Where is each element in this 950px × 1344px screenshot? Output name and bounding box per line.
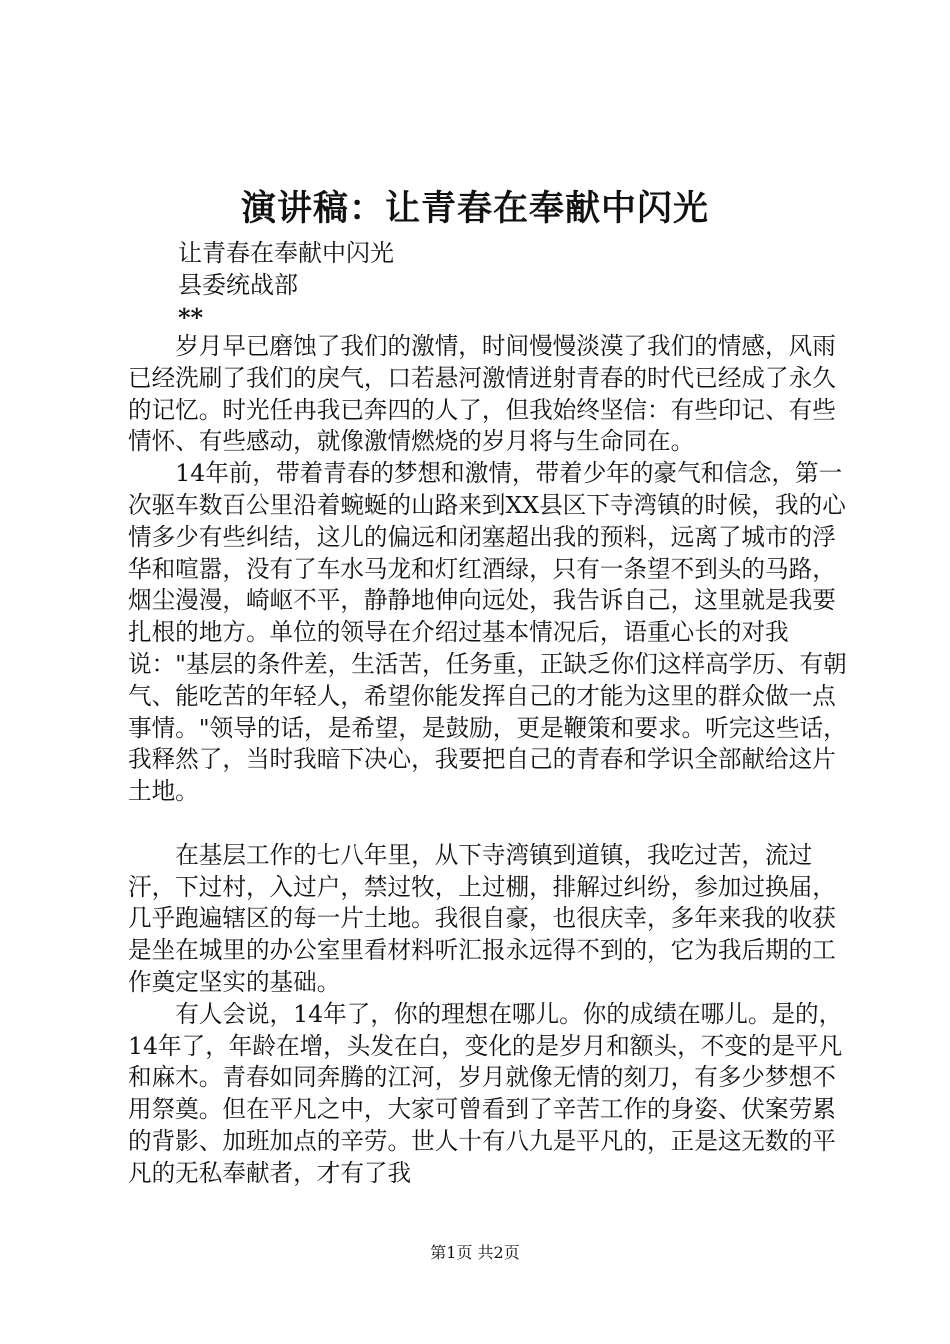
- body-paragraph-4: 有人会说，14年了，你的理想在哪儿。你的成绩在哪儿。是的，14年了，年龄在增，头发在白，变化的是岁月和额头，不变的是平凡和麻木。青春如同奔腾的江河，岁月就像无情的刻刀，有多少梦想不用祭奠。但在平凡之中，大家可曾看到了辛苦工作的身姿、伏案劳累的背影、加班加点的辛劳。世人十有八九是平凡的，正是这无数的平凡的无私奉献者，才有了我: [128, 999, 843, 1187]
- document-title: 演讲稿：让青春在奉献中闪光: [240, 188, 709, 229]
- paragraph-spacer: [128, 808, 848, 840]
- author-name: **: [178, 303, 204, 332]
- page-footer: 第1页 共2页: [430, 1243, 520, 1262]
- organization-name: 县委统战部: [178, 271, 298, 299]
- body-paragraph-3: 在基层工作的七八年里，从下寺湾镇到道镇，我吃过苦，流过汗，下过村，入过户，禁过牧，上过棚，排解过纠纷，参加过换届，几乎跑遍辖区的每一片土地。我很自豪，也很庆幸，多年来我的收获是坐在城里的办公室里看材料听汇报永远得不到的，它为我后期的工作奠定坚实的基础。: [128, 840, 836, 996]
- document-body: [128, 331, 848, 1190]
- document-subtitle: 让青春在奉献中闪光: [178, 239, 394, 267]
- body-paragraph-2: 14年前，带着青春的梦想和激情，带着少年的豪气和信念，第一次驱车数百公里沿着蜿蜒的山路来到XX县区下寺湾镇的时候，我的心情多少有些纠结，这儿的偏远和闭塞超出我的预料，远离了城市的浮华和喧嚣，没有了车水马龙和灯红酒绿，只有一条望不到头的马路，烟尘漫漫，崎岖不平，静静地伸向远处，我告诉自己，这里就是我要扎根的地方。单位的领导在介绍过基本情况后，语重心长的对我说："基层的条件差，生活苦，任务重，正缺乏你们这样高学历、有朝气、能吃苦的年轻人，希望你能发挥自己的才能为这里的群众做一点事情。"领导的话，是希望，是鼓励，更是鞭策和要求。听完这些话，我释然了，当时我暗下决心，我要把自己的青春和学识全部献给这片土地。: [128, 459, 847, 806]
- body-paragraph-1: 岁月早已磨蚀了我们的激情，时间慢慢淡漠了我们的情感，风雨已经洗刷了我们的戾气，口若悬河激情迸射青春的时代已经成了永久的记忆。时光任冉我已奔四的人了，但我始终坚信：有些印记、有些情怀、有些感动，就像激情燃烧的岁月将与生命同在。: [128, 332, 836, 456]
